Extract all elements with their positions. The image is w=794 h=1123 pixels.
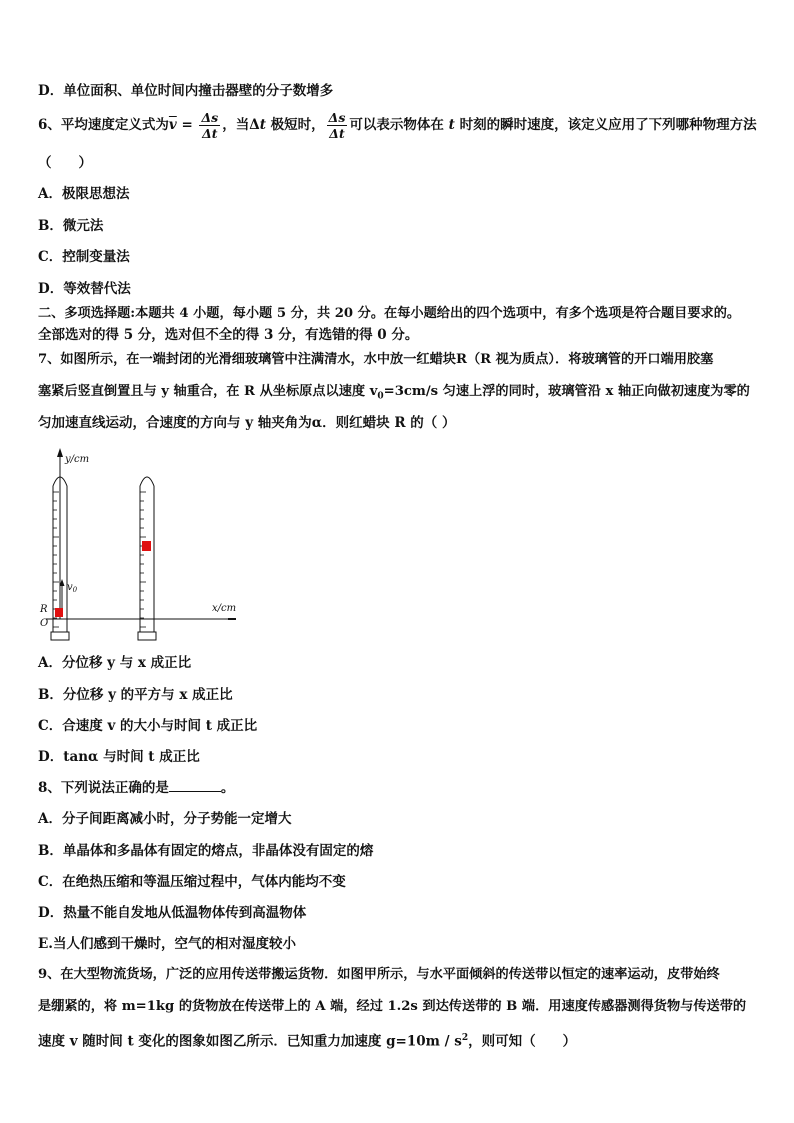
x-axis-label: x/cm: [212, 603, 237, 614]
q9-line1: 9、在大型物流货场，广泛的应用传送带搬运货物．如图甲所示，与水平面倾斜的传送带以恒定的速率运动，皮带始终: [38, 967, 720, 982]
q6-option-d: D．等效替代法: [38, 281, 131, 297]
q8-option-a: A．分子间距离减小时，分子势能一定增大: [38, 811, 292, 827]
y-axis-label: y/cm: [65, 454, 90, 465]
q6-stem: [38, 110, 757, 141]
q8-stem: [38, 778, 234, 798]
q7-line2b: =3cm/s 匀速上浮的同时，玻璃管沿 x 轴正向做初速度为零的: [383, 384, 750, 399]
q7-v0-sub: 0: [377, 391, 384, 402]
tube-1-ticks: [53, 492, 59, 627]
q7-line1: 7、如图所示，在一端封闭的光滑细玻璃管中注满清水，水中放一红蜡块R（R 视为质点）．将玻璃管的开口端用胶塞: [38, 352, 714, 367]
q7-line2a: 塞紧后竖直倒置且与 y 轴重合，在 R 从坐标原点以速度 v: [38, 384, 378, 399]
frac-den-2: Δt: [329, 126, 345, 141]
frac-num-1: Δs: [201, 110, 219, 125]
fraction-ds-dt-2: [327, 110, 348, 141]
q8-option-d: D．热量不能自发地从低温物体传到高温物体: [38, 905, 307, 921]
q6-stem-a: 6、平均速度定义式为: [38, 117, 169, 133]
q9-line3b: ，则可知（ ）: [468, 1033, 577, 1050]
q6-stem-e: 时刻的瞬时速度，该定义应用了下列哪种物理方法: [454, 117, 757, 133]
q9-line3a: 速度 v 随时间 t 变化的图象如图乙所示．已知重力加速度 g=10m / s: [38, 1033, 462, 1050]
v-label: v: [67, 582, 73, 593]
q8-stem-text: 8、下列说法正确的是: [38, 780, 169, 796]
q7-option-c: C．合速度 v 的大小与时间 t 成正比: [38, 718, 258, 734]
q8-option-b: B．单晶体和多晶体有固定的熔点，非晶体没有固定的熔: [38, 843, 374, 859]
v-bar-symbol: $\overline{v}$: [168, 117, 177, 133]
q6-option-b: B．微元法: [38, 218, 104, 234]
q8-option-c: C．在绝热压缩和等温压缩过程中，气体内能均不变: [38, 874, 346, 890]
q8-answer-blank: [169, 779, 221, 792]
frac-den-1: Δt: [202, 126, 218, 141]
section2-line2: 全部选对的得 5 分，选对但不全的得 3 分，有选错的得 0 分。: [38, 327, 419, 343]
q7-option-d: D．tanα 与时间 t 成正比: [38, 749, 200, 765]
equals-sign: =: [176, 117, 198, 133]
o-label: O: [40, 618, 49, 629]
q6-option-c: C．控制变量法: [38, 249, 130, 265]
y-axis-arrow: [57, 448, 63, 457]
q9-line3: [38, 1028, 576, 1052]
v-sub-label: 0: [72, 586, 78, 594]
r-label: R: [40, 604, 48, 615]
q7-option-b: B．分位移 y 的平方与 x 成正比: [38, 687, 233, 703]
q8-stem-end: 。: [220, 780, 235, 796]
tube-2: [138, 477, 156, 640]
section2-line1: 二、多项选择题:本题共 4 小题，每小题 5 分，共 20 分。在每小题给出的四个选项中，有多个选项是符合题目要求的。: [38, 306, 741, 321]
q8-option-e: E.当人们感到干燥时，空气的相对湿度较小: [38, 936, 296, 952]
glass-tube-figure: [36, 444, 246, 646]
q6-stem-b: ，当Δ: [222, 117, 260, 133]
q7-line3: 匀加速直线运动，合速度的方向与 y 轴夹角为α．则红蜡块 R 的（ ）: [38, 415, 456, 431]
t-symbol-2: t: [448, 117, 455, 133]
v0-label: [67, 582, 78, 594]
tube-2-ticks: [140, 492, 146, 627]
red-block-r: [55, 608, 63, 617]
q9-g-exponent: 2: [461, 1033, 469, 1043]
t-symbol-1: t: [259, 117, 266, 133]
q5-option-d: D．单位面积、单位时间内撞击器壁的分子数增多: [38, 83, 334, 99]
frac-num-2: Δs: [328, 110, 346, 125]
q6-stem-c: 极短时，: [265, 117, 325, 133]
q6-paren: （ ）: [38, 155, 92, 171]
q7-line2: [38, 382, 750, 407]
tube-1-stopper: [51, 632, 69, 640]
q9-line2: 是绷紧的，将 m=1kg 的货物放在传送带上的 A 端，经过 1.2s 到达传送带的 B 端．用速度传感器测得货物与传送带的: [38, 999, 747, 1014]
q7-option-a: A．分位移 y 与 x 成正比: [38, 655, 192, 671]
tube-2-stopper: [138, 632, 156, 640]
red-block-r-moved: [142, 541, 151, 551]
q6-stem-d: 可以表示物体在: [349, 117, 449, 133]
q6-option-a: A．极限思想法: [38, 186, 130, 202]
tube-1: [51, 477, 78, 640]
fraction-ds-dt-1: [199, 110, 220, 141]
